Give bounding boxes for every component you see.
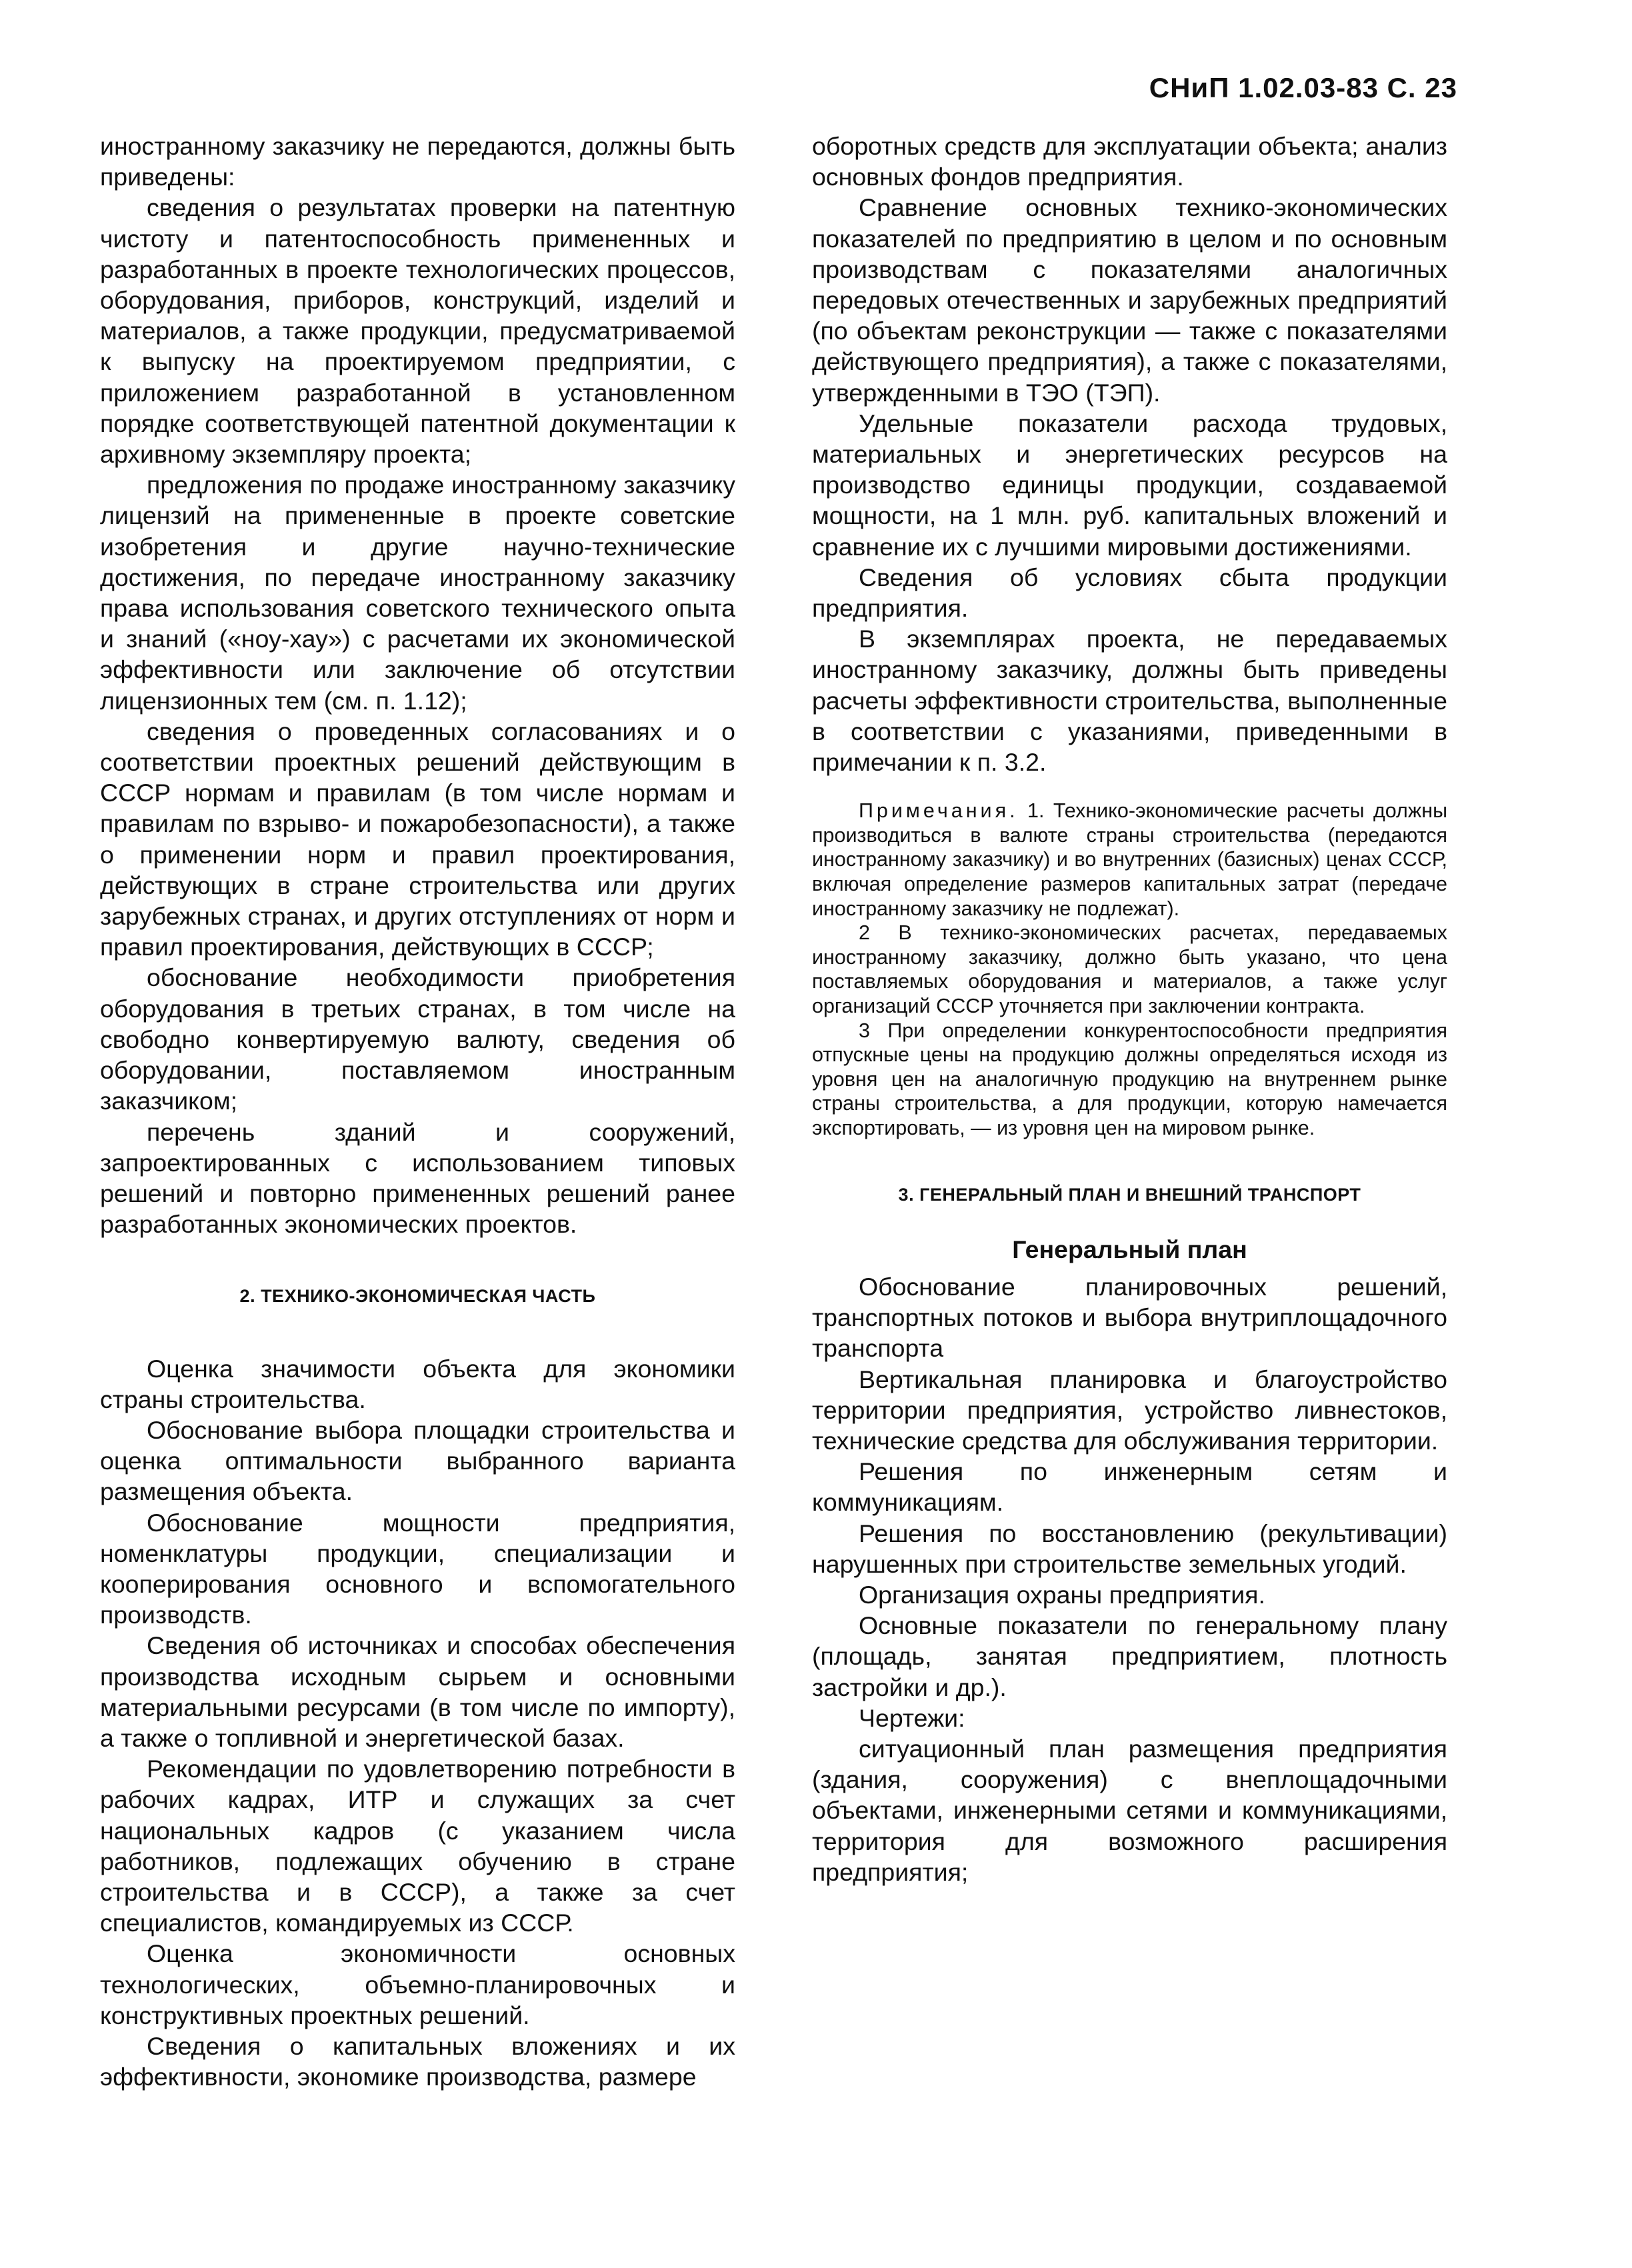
paragraph: Основные показатели по генеральному плану (площадь, занятая предприятием, плотность застройки и др.).	[812, 1611, 1447, 1701]
right-column	[812, 131, 1447, 1887]
note-3: 3 При определении конкурентоспособности предприятия отпускные цены на продукцию должны определяться исходя из уровня цен на аналогичную продукцию на внутреннем рынке страны строительства, а для продукции, которую намечается экспортировать, — из уровня цен на мировом рынке.	[812, 1019, 1447, 1139]
paragraph: Сведения об условиях сбыта продукции предприятия.	[812, 563, 1447, 623]
subsection-title: Генеральный план	[1012, 1235, 1247, 1263]
paragraph: иностранному заказчику не передаются, должны быть приведены:	[100, 132, 735, 191]
paragraph: Решения по инженерным сетям и коммуникациям.	[812, 1457, 1447, 1517]
paragraph: Обоснование выбора площадки строительства и оценка оптимальности выбранного варианта размещения объекта.	[100, 1415, 735, 1506]
paragraph: сведения о результатах проверки на патентную чистоту и патентоспособность примененных и разработанных в проекте технологических процессов, оборудования, приборов, конструкций, изделий и материалов, а также продукции, предусматриваемой к выпуску на проектируемом предприятии, с приложением разработанной в установленном порядке соответствующей патентной документации к архивному экземпляру проекта;	[100, 193, 735, 469]
paragraph: Оценка экономичности основных технологических, объемно-планировочных и конструктивных проектных решений.	[100, 1939, 735, 2029]
note-2: 2 В технико-экономических расчетах, передаваемых иностранному заказчику, должно быть указано, что цена поставляемых оборудования и материалов, а также услуг организаций СССР уточняется при заключении контракта.	[812, 921, 1447, 1018]
paragraph: Организация охраны предприятия.	[859, 1581, 1265, 1609]
paragraph: Вертикальная планировка и благоустройство территории предприятия, устройство ливнестоков, технические средства для обслуживания территории.	[812, 1365, 1447, 1455]
paragraph: Обоснование планировочных решений, транспортных потоков и выбора внутриплощадочного транспорта	[812, 1272, 1447, 1363]
section-title-2: 2. ТЕХНИКО-ЭКОНОМИЧЕСКАЯ ЧАСТЬ	[239, 1286, 596, 1307]
paragraph: обоснование необходимости приобретения оборудования в третьих странах, в том числе на свободно конвертируемую валюту, сведения об оборудовании, поставляемом иностранным заказчиком;	[100, 963, 735, 1115]
left-column	[100, 131, 735, 2092]
paragraph: Сведения о капитальных вложениях и их эффективности, экономике производства, размере	[100, 2031, 735, 2091]
paragraph: Сведения об источниках и способах обеспечения производства исходным сырьем и основными материальными ресурсами (в том числе по импорту), а также о топливной и энергетической базах.	[100, 1631, 735, 1752]
section-title-3: 3. ГЕНЕРАЛЬНЫЙ ПЛАН И ВНЕШНИЙ ТРАНСПОРТ	[898, 1184, 1361, 1205]
paragraph: Обоснование мощности предприятия, номенклатуры продукции, специализации и кооперирования основного и вспомогательного производств.	[100, 1508, 735, 1629]
note-1-text: 1. Технико-экономические расчеты должны производиться в валюте страны строительства (передаются иностранному заказчику) и во внутренних (базисных) ценах СССР, включая определение размеров капитальных затрат (передаче иностранному заказчику не подлежат).	[812, 799, 1447, 920]
notes-label: Примечания.	[859, 799, 1019, 823]
paragraph: Рекомендации по удовлетворению потребности в рабочих кадрах, ИТР и служащих за счет национальных кадров (с указанием числа работников, подлежащих обучению в стране строительства и в СССР), а также за счет специалистов, командируемых из СССР.	[100, 1755, 735, 1937]
paragraph: перечень зданий и сооружений, запроектированных с использованием типовых решений и повторно примененных решений ранее разработанных экономических проектов.	[100, 1117, 735, 1239]
paragraph: В экземплярах проекта, не передаваемых иностранному заказчику, должны быть приведены расчеты эффективности строительства, выполненные в соответствии с указаниями, приведенными в примечании к п. 3.2.	[812, 625, 1447, 777]
paragraph: предложения по продаже иностранному заказчику лицензий на примененные в проекте советские изобретения и другие научно-технические достижения, по передаче иностранному заказчику права использования советского технического опыта и знаний («ноу-хау») с расчетами их экономической эффективности или заключение об отсутствии лицензионных тем (см. п. 1.12);	[100, 471, 735, 715]
paragraph: оборотных средств для эксплуатации объекта; анализ основных фондов предприятия.	[812, 132, 1447, 191]
notes-block	[812, 799, 1447, 1140]
page-header: СНиП 1.02.03-83 С. 23	[1149, 72, 1457, 103]
paragraph: Удельные показатели расхода трудовых, материальных и энергетических ресурсов на производство единицы продукции, создаваемой мощности, на 1 млн. руб. капитальных вложений и сравнение их с лучшими мировыми достижениями.	[812, 409, 1447, 561]
paragraph: ситуационный план размещения предприятия (здания, сооружения) с внеплощадочными объектами, инженерными сетями и коммуникациями, территория для возможного расширения предприятия;	[812, 1735, 1447, 1886]
paragraph: Сравнение основных технико-экономических показателей по предприятию в целом и по основным производствам с показателями аналогичных передовых отечественных и зарубежных предприятий (по объектам реконструкции — также с показателями действующего предприятия), а также с показателями, утвержденными в ТЭО (ТЭП).	[812, 193, 1447, 407]
paragraph: Чертежи:	[859, 1703, 965, 1732]
paragraph: Решения по восстановлению (рекультивации) нарушенных при строительстве земельных угодий.	[812, 1519, 1447, 1578]
paragraph: сведения о проведенных согласованиях и о соответствии проектных решений действующим в СССР нормам и правилам (в том числе нормам и правилам по взрыво- и пожаробезопасности), а также о применении норм и правил проектирования, действующих в стране строительства или других зарубежных странах, и других отступлениях от норм и правил проектирования, действующих в СССР;	[100, 717, 735, 961]
note-1	[812, 799, 1447, 921]
paragraph: Оценка значимости объекта для экономики страны строительства.	[100, 1354, 735, 1413]
